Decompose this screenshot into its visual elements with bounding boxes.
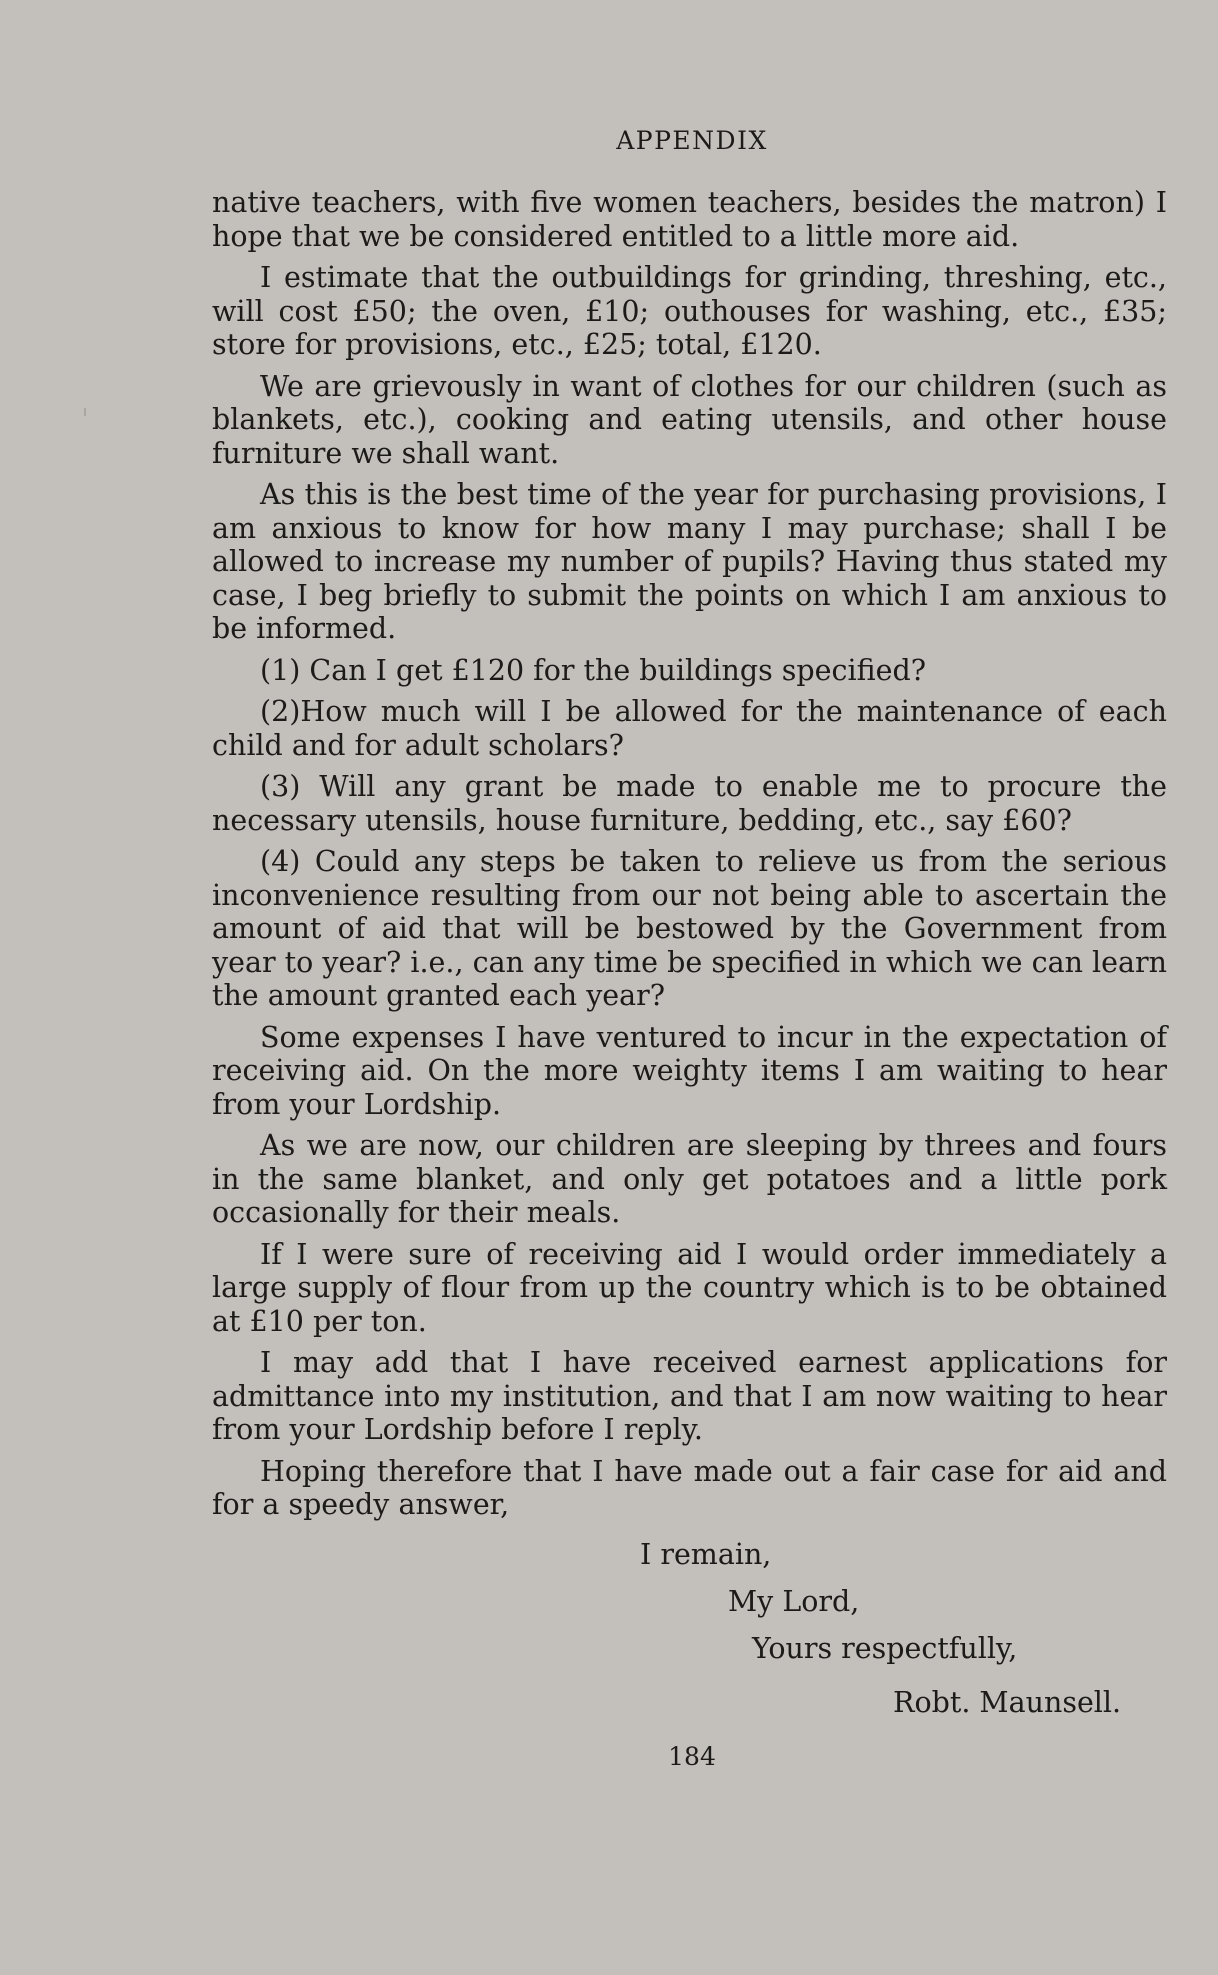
question-1: (1) Can I get £120 for the buildings specified? — [260, 653, 926, 687]
question-3: (3) Will any grant be made to enable me to procure the necessary utensils, house furniture, bedding, etc., say £60? — [212, 770, 1167, 837]
closing-remain: I remain, — [640, 1538, 772, 1571]
paragraph-expenses: Some expenses I have ventured to incur in the expectation of receiving aid. On the more weighty items I am waiting to hear from your Lordship. — [212, 1020, 1167, 1121]
paragraph-children: As we are now, our children are sleeping by threes and fours in the same blanket, and only get potatoes and a little pork occasionally for their meals. — [212, 1129, 1167, 1229]
page-number: 184 — [668, 1742, 716, 1771]
paragraph-estimate: I estimate that the outbuildings for grinding, threshing, etc., will cost £50; the oven, £10; outhouses for washing, etc., £35; store for provisions, etc., £25; total, £120. — [212, 261, 1167, 361]
signature: Robt. Maunsell. — [893, 1686, 1122, 1719]
paragraph-flour: If I were sure of receiving aid I would order immediately a large supply of flour from up the country which is to be obtained at £10 per ton. — [212, 1237, 1167, 1338]
running-head: APPENDIX — [616, 126, 768, 155]
paragraph-hoping: Hoping therefore that I have made out a fair case for aid and for a speedy answer, — [212, 1454, 1167, 1521]
paragraph-provisions: As this is the best time of the year for purchasing provisions, I am anxious to know for how many I may purchase; shall I be allowed to increase my number of pupils? Having thus stated my case, I beg briefly to submit the points on which I am anxious to be informed. — [212, 478, 1167, 645]
paragraph-continuation: native teachers, with five women teachers, besides the matron) I hope that we be considered entitled to a little more aid. — [212, 186, 1167, 253]
paragraph-applications: I may add that I have received earnest applications for admittance into my institution, and that I am now waiting to hear from your Lordship before I reply. — [212, 1346, 1167, 1446]
letter-body — [212, 186, 1167, 1530]
closing-valediction: Yours respectfully, — [752, 1632, 1018, 1665]
question-4: (4) Could any steps be taken to relieve us from the serious inconvenience resulting from our not being able to ascertain the amount of aid that will be bestowed by the Government from year to year? i.e., can any time be specified in which we can learn the amount granted each year? — [212, 845, 1167, 1012]
question-2: (2)How much will I be allowed for the maintenance of each child and for adult scholars? — [212, 695, 1167, 762]
paragraph-clothes: We are grievously in want of clothes for our children (such as blankets, etc.), cooking and eating utensils, and other house furniture we shall want. — [212, 369, 1167, 470]
closing-salutation: My Lord, — [728, 1585, 860, 1618]
paper-speck — [84, 408, 86, 416]
